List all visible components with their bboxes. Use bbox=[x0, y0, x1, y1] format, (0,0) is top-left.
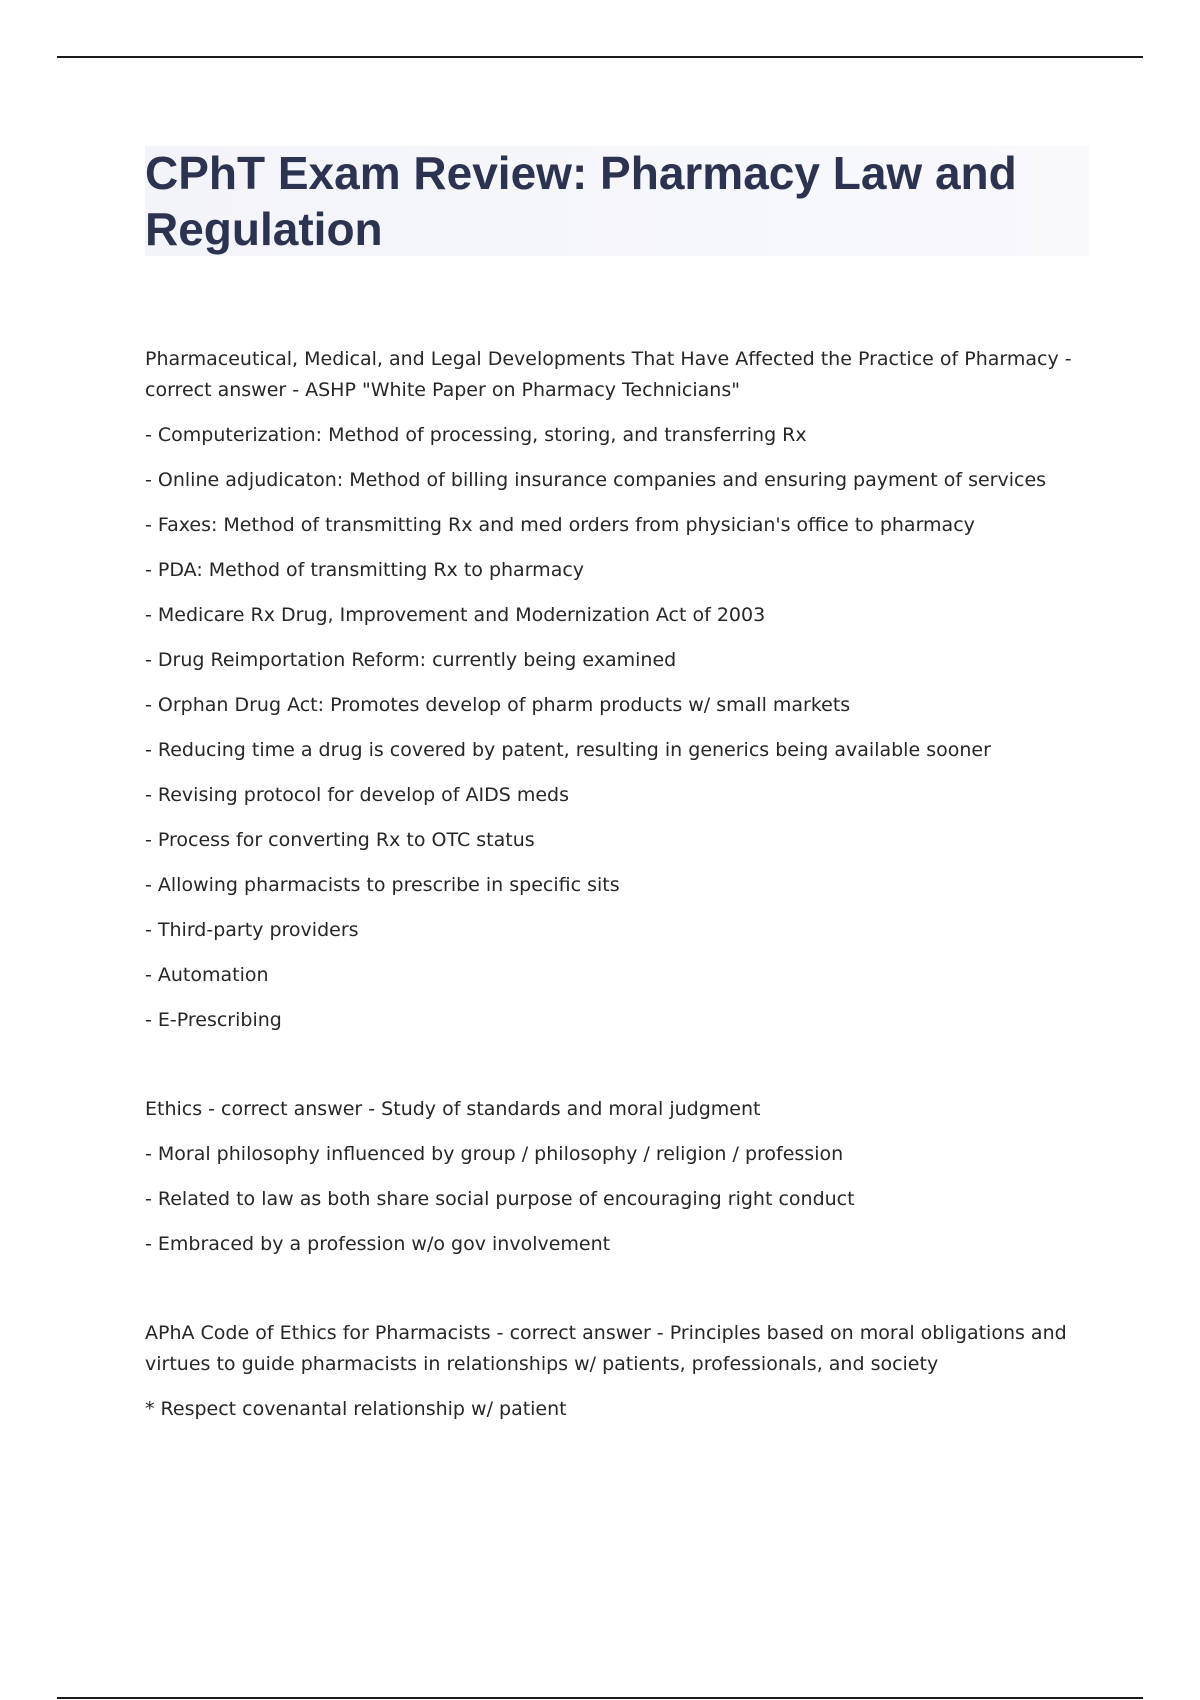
list-item: - Faxes: Method of transmitting Rx and med orders from physician's office to pharmacy bbox=[145, 514, 975, 536]
footer-rule bbox=[57, 1697, 1143, 1699]
section-apha-code bbox=[145, 1318, 1095, 1425]
list-item: - Third-party providers bbox=[145, 919, 359, 941]
section-intro: Ethics - correct answer - Study of standards and moral judgment bbox=[145, 1098, 761, 1120]
list-item: - Reducing time a drug is covered by patent, resulting in generics being available sooner bbox=[145, 739, 991, 761]
list-item: - Automation bbox=[145, 964, 269, 986]
list-item: - Revising protocol for develop of AIDS meds bbox=[145, 784, 570, 806]
list-item: - Orphan Drug Act: Promotes develop of pharm products w/ small markets bbox=[145, 694, 851, 716]
page-title: CPhT Exam Review: Pharmacy Law and Regulation bbox=[145, 147, 1017, 255]
list-item: - Computerization: Method of processing, storing, and transferring Rx bbox=[145, 424, 807, 446]
list-item: * Respect covenantal relationship w/ patient bbox=[145, 1398, 567, 1420]
list-item: - Allowing pharmacists to prescribe in specific sits bbox=[145, 874, 620, 896]
document-body bbox=[145, 344, 1095, 1425]
list-item: - Embraced by a profession w/o gov involvement bbox=[145, 1233, 611, 1255]
section-developments bbox=[145, 344, 1095, 1036]
list-item: - E-Prescribing bbox=[145, 1009, 282, 1031]
list-item: - Process for converting Rx to OTC status bbox=[145, 829, 535, 851]
header-rule bbox=[57, 56, 1143, 58]
list-item: - Medicare Rx Drug, Improvement and Modernization Act of 2003 bbox=[145, 604, 766, 626]
list-item: - PDA: Method of transmitting Rx to pharmacy bbox=[145, 559, 585, 581]
list-item: - Online adjudicaton: Method of billing insurance companies and ensuring payment of services bbox=[145, 469, 1047, 491]
list-item: - Drug Reimportation Reform: currently being examined bbox=[145, 649, 677, 671]
list-item: - Related to law as both share social purpose of encouraging right conduct bbox=[145, 1188, 855, 1210]
list-item: - Moral philosophy influenced by group / philosophy / religion / profession bbox=[145, 1143, 844, 1165]
section-intro: Pharmaceutical, Medical, and Legal Developments That Have Affected the Practice of Pharmacy - correct answer - ASHP "White Paper on Pharmacy Technicians" bbox=[145, 348, 1072, 401]
title-banner bbox=[145, 146, 1089, 256]
section-intro: APhA Code of Ethics for Pharmacists - correct answer - Principles based on moral obligations and virtues to guide pharmacists in relationships w/ patients, professionals, and society bbox=[145, 1322, 1067, 1375]
section-ethics bbox=[145, 1094, 1095, 1260]
